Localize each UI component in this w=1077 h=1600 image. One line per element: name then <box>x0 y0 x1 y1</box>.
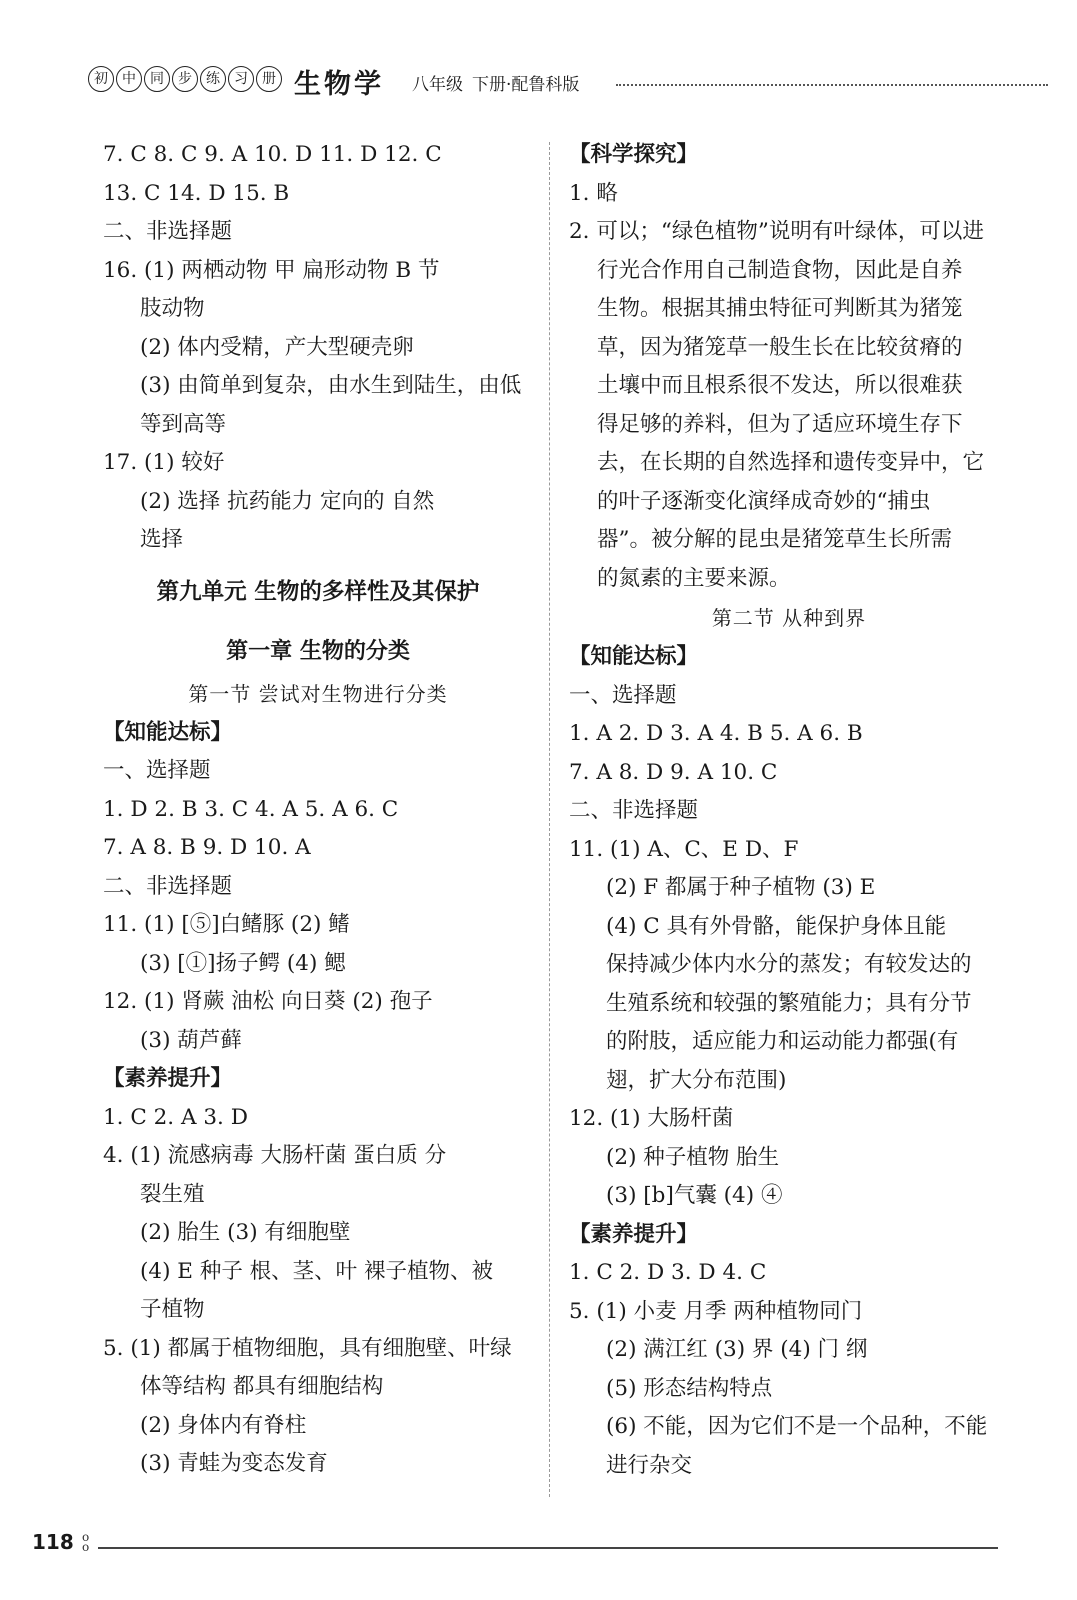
answer-line: 16. (1) 两栖动物 甲 扁形动物 B 节 <box>103 257 440 283</box>
answer-line: 7. C 8. C 9. A 10. D 11. D 12. C <box>103 142 442 167</box>
series-char: 初 <box>88 66 114 92</box>
answer-line: 1. C 2. A 3. D <box>103 1104 248 1130</box>
answer-line: 11. (1) A、C、E D、F <box>569 836 799 862</box>
answer-line: 器”。被分解的昆虫是猪笼草生长所需 <box>597 527 952 552</box>
answer-line: 体等结构 都具有细胞结构 <box>140 1374 384 1399</box>
answer-line: (4) E 种子 根、茎、叶 裸子植物、被 <box>140 1258 493 1284</box>
answer-line: 1. 略 <box>569 180 618 206</box>
answer-line: 翅，扩大分布范围) <box>606 1067 787 1093</box>
block-heading: 【素养提升】 <box>569 1221 699 1247</box>
answer-line: 7. A 8. D 9. A 10. C <box>569 759 778 785</box>
answer-line: 1. C 2. D 3. D 4. C <box>569 1260 767 1285</box>
answer-line: 1. D 2. B 3. C 4. A 5. A 6. C <box>103 796 399 822</box>
answer-line: 得足够的养料，但为了适应环境生存下 <box>597 411 963 437</box>
answer-line: (3) [①]扬子鳄 (4) 鳃 <box>140 950 346 976</box>
column-divider <box>549 142 550 1497</box>
header-dotted-rule <box>616 84 1048 86</box>
answer-line: 2. 可以；“绿色植物”说明有叶绿体，可以进 <box>569 219 984 244</box>
section-label: 二、非选择题 <box>569 798 699 823</box>
answer-line: 选择 <box>140 527 184 552</box>
answer-line: 12. (1) 大肠杆菌 <box>569 1106 734 1131</box>
series-char: 练 <box>200 66 226 92</box>
page-number: 118 <box>32 1530 74 1554</box>
grade-label: 八年级 <box>412 75 463 95</box>
answer-line: 土壤中而且根系很不发达，所以很难获 <box>597 373 963 398</box>
answer-line: 的叶子逐渐变化演绎成奇妙的“捕虫 <box>597 488 931 514</box>
edition-label: 下册·配鲁科版 <box>472 75 580 95</box>
answer-line: (3) 由简单到复杂，由水生到陆生，由低 <box>140 373 522 398</box>
series-char: 册 <box>256 66 282 92</box>
unit-title: 第九单元 生物的多样性及其保护 <box>156 578 480 605</box>
answer-line: 4. (1) 流感病毒 大肠杆菌 蛋白质 分 <box>103 1143 447 1168</box>
answer-line: (2) 选择 抗药能力 定向的 自然 <box>140 488 435 514</box>
left-column <box>103 136 533 1484</box>
answer-line: (6) 不能，因为它们不是一个品种，不能 <box>606 1414 988 1439</box>
answer-line: 行光合作用自己制造食物，因此是自养 <box>597 257 963 283</box>
section-title: 第一节 尝试对生物进行分类 <box>188 681 448 706</box>
answer-line: (2) 胎生 (3) 有细胞壁 <box>140 1220 351 1245</box>
series-char: 同 <box>144 66 170 92</box>
answer-line: 5. (1) 都属于植物细胞，具有细胞壁、叶绿 <box>103 1335 512 1361</box>
answer-line: 保持减少体内水分的蒸发；有较发达的 <box>606 952 972 977</box>
answer-line: (2) 满江红 (3) 界 (4) 门 纲 <box>606 1337 868 1362</box>
answer-line: (5) 形态结构特点 <box>606 1375 773 1401</box>
answer-line: 裂生殖 <box>140 1181 205 1207</box>
answer-line: 5. (1) 小麦 月季 两种植物同门 <box>569 1298 863 1324</box>
answer-line: 肢动物 <box>140 296 205 321</box>
section-label: 一、选择题 <box>569 682 677 708</box>
answer-line: 7. A 8. B 9. D 10. A <box>103 835 311 860</box>
answer-line: (2) F 都属于种子植物 (3) E <box>606 875 876 900</box>
section-label: 二、非选择题 <box>103 219 233 244</box>
answer-line: (3) 青蛙为变态发育 <box>140 1451 328 1476</box>
footer-rule <box>98 1547 998 1549</box>
series-title <box>88 66 284 92</box>
answer-line: 进行杂交 <box>606 1452 693 1478</box>
answer-line: 等到高等 <box>140 411 227 437</box>
chapter-title: 第一章 生物的分类 <box>226 637 410 664</box>
page-footer <box>0 1522 1077 1582</box>
block-heading: 【科学探究】 <box>569 142 699 167</box>
page-header <box>88 62 1048 106</box>
answer-line: 12. (1) 肾蕨 油松 向日葵 (2) 孢子 <box>103 989 433 1014</box>
series-char: 步 <box>172 66 198 92</box>
answer-line: 生物。根据其捕虫特征可判断其为猪笼 <box>597 296 963 321</box>
answer-line: (4) C 具有外骨骼，能保护身体且能 <box>606 913 947 939</box>
answer-line: 子植物 <box>140 1297 205 1322</box>
answer-line: 11. (1) [⑤]白鳍豚 (2) 鳍 <box>103 912 350 937</box>
block-heading: 【知能达标】 <box>569 644 699 669</box>
answer-line: 生殖系统和较强的繁殖能力；具有分节 <box>606 990 972 1016</box>
section-label: 二、非选择题 <box>103 873 233 899</box>
answer-line: (2) 体内受精，产大型硬壳卵 <box>140 334 414 360</box>
answer-line: 草，因为猪笼草一般生长在比较贫瘠的 <box>597 334 963 360</box>
answer-line: (2) 种子植物 胎生 <box>606 1144 780 1170</box>
subject-title: 生物学 <box>294 69 384 100</box>
answer-line: (3) 葫芦藓 <box>140 1027 242 1053</box>
answer-line: (3) [b]气囊 (4) ④ <box>606 1183 783 1208</box>
section-title: 第二节 从种到界 <box>711 606 867 630</box>
block-heading: 【知能达标】 <box>103 719 233 745</box>
answer-line: (2) 身体内有脊柱 <box>140 1412 307 1438</box>
answer-line: 13. C 14. D 15. B <box>103 180 290 206</box>
footer-mark: o o <box>82 1530 90 1554</box>
section-label: 一、选择题 <box>103 758 211 783</box>
answer-line: 17. (1) 较好 <box>103 450 225 475</box>
series-char: 习 <box>228 66 254 92</box>
series-char: 中 <box>116 66 142 92</box>
answer-line: 的氮素的主要来源。 <box>597 565 791 591</box>
answer-line: 的附肢，适应能力和运动能力都强(有 <box>606 1029 959 1054</box>
answer-line: 1. A 2. D 3. A 4. B 5. A 6. B <box>569 721 863 746</box>
answer-line: 去，在长期的自然选择和遗传变异中，它 <box>597 450 985 475</box>
block-heading: 【素养提升】 <box>103 1066 233 1091</box>
right-column <box>569 136 1009 1485</box>
